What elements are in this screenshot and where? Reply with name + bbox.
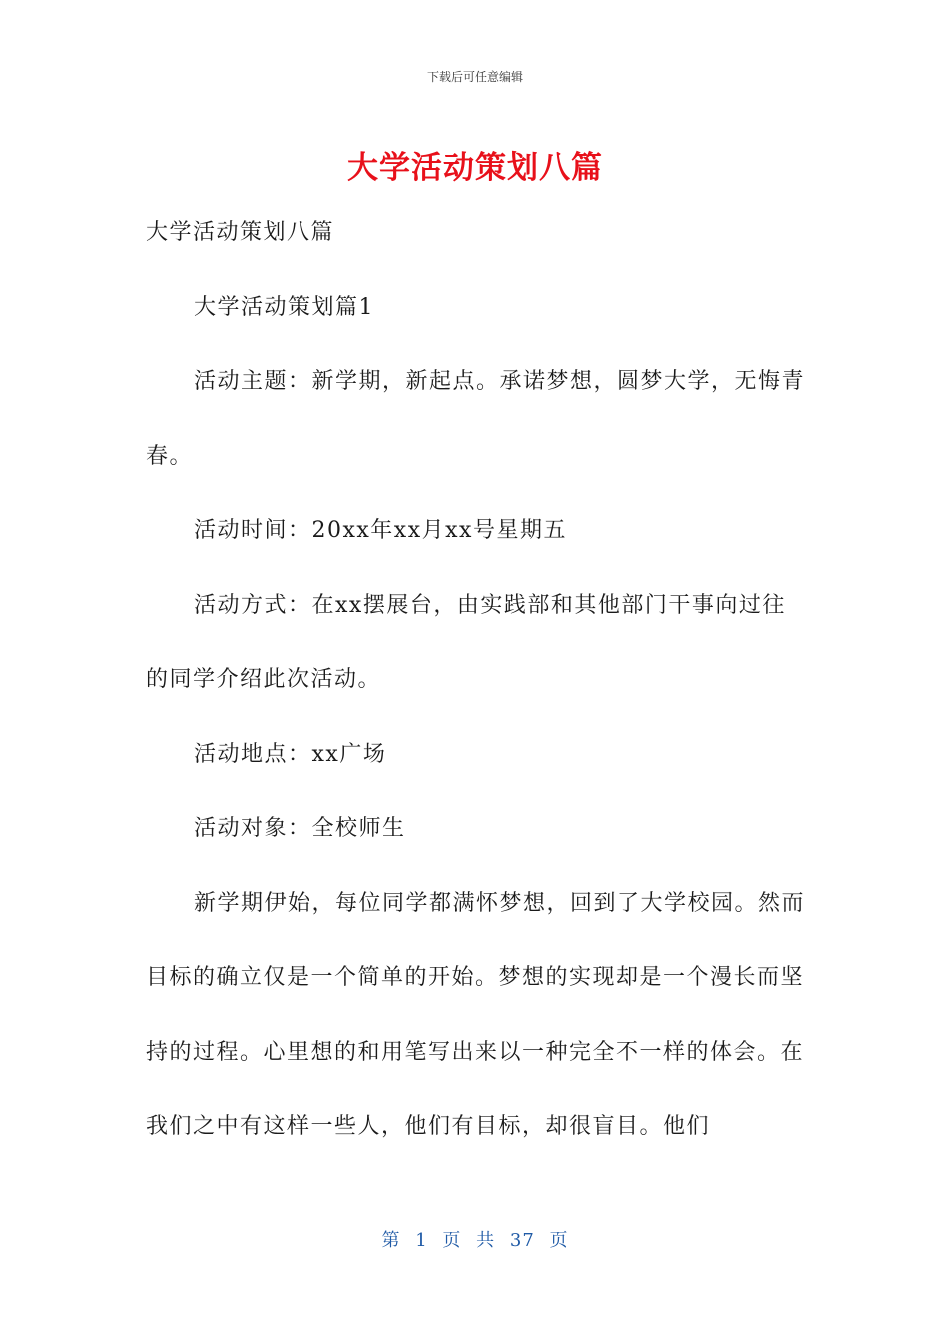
footer-total-label: 共: [476, 1230, 496, 1251]
footer-prefix: 第: [381, 1230, 401, 1251]
footer-page-label: 页: [442, 1230, 462, 1251]
footer-suffix: 页: [549, 1230, 569, 1251]
footer-page-number: 1: [415, 1230, 428, 1251]
paragraph-activity-method: 活动方式：在xx摆展台，由实践部和其他部门干事向过往的同学介绍此次活动。: [146, 592, 786, 692]
paragraph-activity-location: 活动地点：xx广场: [194, 741, 387, 767]
footer-total-pages: 37: [509, 1230, 535, 1251]
paragraph-activity-theme: 活动主题：新学期，新起点。承诺梦想，圆梦大学，无悔青春。: [146, 369, 806, 469]
paragraph-section-heading: 大学活动策划篇1: [194, 294, 374, 320]
header-note: 下载后可任意编辑: [426, 70, 523, 84]
document-body: [146, 196, 806, 1165]
document-title: 大学活动策划八篇: [347, 150, 603, 186]
paragraph-subtitle: 大学活动策划八篇: [146, 220, 335, 245]
paragraph-activity-time: 活动时间：20xx年xx月xx号星期五: [194, 518, 567, 543]
paragraph-body-text: 新学期伊始，每位同学都满怀梦想，回到了大学校园。然而目标的确立仅是一个简单的开始。梦想的实现却是一个漫长而坚持的过程。心里想的和用笔写出来以一种完全不一样的体会。在我们之中有这样一些人，他们有目标，却很盲目。他们: [146, 890, 806, 1139]
paragraph-activity-audience: 活动对象：全校师生: [194, 816, 406, 841]
page-footer: [0, 1226, 950, 1252]
